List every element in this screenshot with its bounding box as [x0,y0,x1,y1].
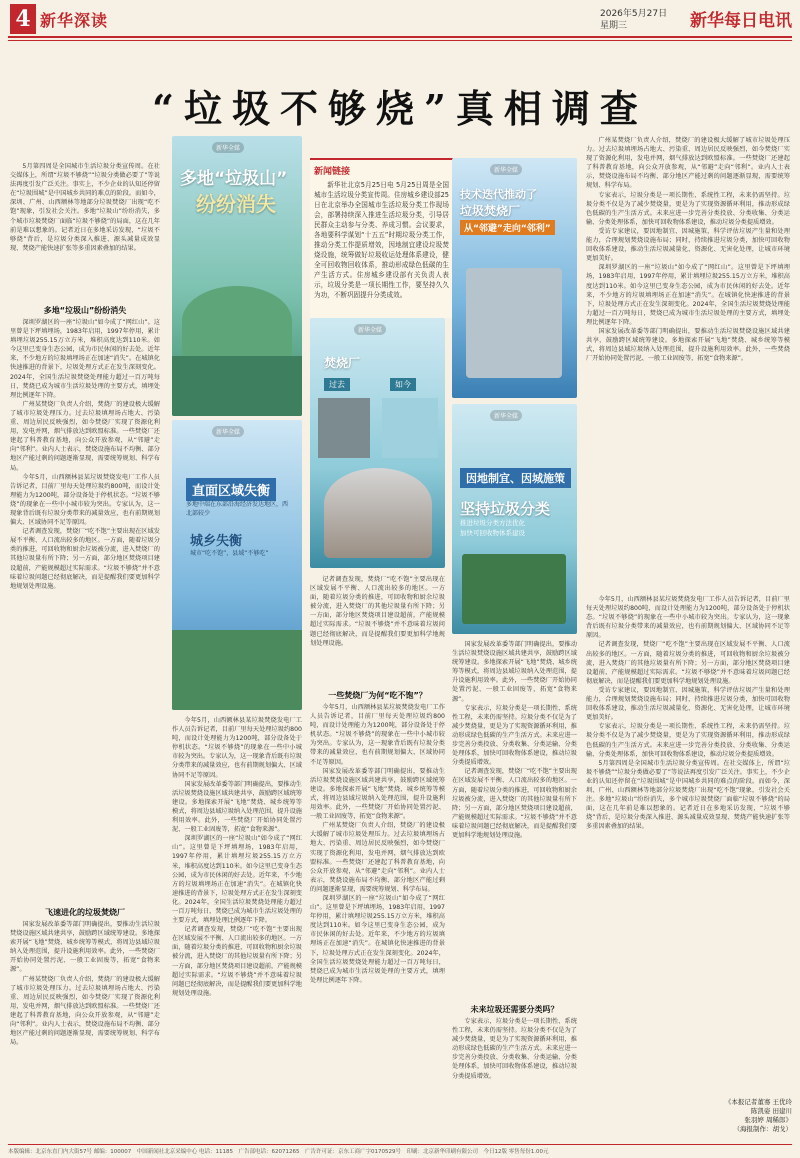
byline-line: 《本报记者董骞 王优玲 [724,1098,792,1106]
para: 深圳罗湖区的一座“垃圾山”如今成了“网红山”。这里曾是下坪填埋场，1983年启用，1997年停用，累计填埋垃圾255.15万立方米，堆积高度达到110米。如今这里已变身生态公园，成为市民休闲的好去处。近年来，不少地方的垃圾填埋场正在加速“消失”。在城镇化快速推进的背景下，垃圾处理方式正在发生深刻变化。2024年，全国生活垃圾焚烧处理能力超过一百万吨每日，焚烧已成为城市生活垃圾处理的主要方式，填埋处理比例逐年下降。 [10,319,160,399]
poster-past: 过去 [324,378,350,391]
para: 记者调查发现，焚烧厂“吃不饱”主要出现在区域发展不平衡、人口流出较多的地区。一方面，随着垃圾分类的推进，可回收物和厨余垃圾被分流，进入焚烧厂的其他垃圾量有所下降；另一方面，部分地区焚烧项目建设超前，产能规模超过实际需求。“垃圾不够烧”并不意味着垃圾问题已经彻底解决，而是提醒我们要更加科学地规划处理设施。 [172,926,302,997]
poster-tag1-sub: 多地中端在东部沿海经济发达地区，西北部较少 [186,501,289,517]
article-text-col1b [10,318,160,898]
para: 深圳罗湖区的一座“垃圾山”如今成了“网红山”。这里曾是下坪填埋场，1983年启用，1997年停用，累计填埋垃圾255.15万立方米，堆积高度达到110米。如今这里已变身生态公园，成为市民休闲的好去处。近年来，不少地方的垃圾填埋场正在加速“消失”。在城镇化快速推进的背景下，垃圾处理方式正在发生深刻变化。2024年，全国生活垃圾焚烧处理能力超过一百万吨每日，焚烧已成为城市生活垃圾处理的主要方式，填埋处理比例逐年下降。 [310,894,445,984]
news-link-label: 新闻链接 [314,167,351,177]
poster-line1: 坚持垃圾分类 [460,500,551,518]
article-text-col5 [586,136,790,591]
para: 受访专家建议，要因地制宜、因城施策，科学评估垃圾产生量和处理能力，合理规划焚烧设施布局；同时，持续推进垃圾分类，加快可回收物回收体系建设，推动生活垃圾减量化、资源化、无害化处理，让城市环境更加美好。 [586,686,790,722]
para: 受访专家建议，要因地制宜、因城施策，科学评估垃圾产生量和处理能力，合理规划焚烧设施布局；同时，持续推进垃圾分类，加快可回收物回收体系建设，推动生活垃圾减量化、资源化、无害化处理，让城市环境更加美好。 [586,227,790,263]
poster-tag2: 城乡失衡 [190,534,243,549]
article-text-col4 [452,640,577,1000]
subhead-1: 多地“垃圾山”纷纷消失 [43,306,127,315]
para: 国家发展改革委等部门明确提出，要推动生活垃圾焚烧设施区域共建共享，鼓励跨区域统筹建设。多地探索开展“飞地”焚烧、城乡统筹等模式，将周边县域垃圾纳入处理范围，提升设施利用效率。此外，一些焚烧厂开始协同处置污泥、一般工业固废等，拓宽“食物来源”。 [452,641,577,703]
page-footer: 本版编辑：北京东直门内大街57号 邮编：100007 中国新闻社北京采编中心 电话：11185 广告部电话：62071265 广告许可证：京东工商广字0170529号 印刷：北京新华印刷有限公司 今日12版 零售每份1.00元 [8,1144,792,1155]
sorting-bins-illustration [462,554,566,624]
para: 深圳罗湖区的一座“垃圾山”如今成了“网红山”。这里曾是下坪填埋场，1983年启用，1997年停用，累计填埋垃圾255.15万立方米，堆积高度达到110米。如今这里已变身生态公园，成为市民休闲的好去处。近年来，不少地方的垃圾填埋场正在加速“消失”。在城镇化快速推进的背景下，垃圾处理方式正在发生深刻变化。2024年，全国生活垃圾焚烧处理能力超过一百万吨每日，焚烧已成为城市生活垃圾处理的主要方式，填埋处理比例逐年下降。 [172,835,302,925]
poster-brand: 新华全媒 [212,426,244,437]
masthead: 新华每日电讯 [690,11,792,31]
new-plant-illustration [382,398,438,458]
plant-tower-illustration [466,268,562,378]
landscape-illustration [172,630,302,710]
page-number: 4 [10,4,36,34]
poster-tag1: 直面区域失衡 [186,478,276,501]
subhead-4: 未来垃圾还需要分类吗？ [470,1005,559,1014]
para: 广州某焚烧厂负责人介绍，焚烧厂的建设极大缓解了城市垃圾处理压力。过去垃圾填埋场占地大、污染重、周边居民反映强烈，如今焚烧厂实现了资源化利用，发电并网，烟气排放达到欧盟标准。一些焚烧厂还建起了科普教育基地，向公众开放参观，从“邻避”走向“邻利”。业内人士表示，焚烧设施布局不均衡、部分地区产能过剩的问题逐渐显现，需要统筹规划、科学布局。 [10,400,160,472]
para: 记者调查发现，焚烧厂“吃不饱”主要出现在区域发展不平衡、人口流出较多的地区。一方面，随着垃圾分类的推进，可回收物和厨余垃圾被分流，进入焚烧厂的其他垃圾量有所下降；另一方面，部分地区焚烧项目建设超前，产能规模超过实际需求。“垃圾不够烧”并不意味着垃圾问题已经彻底解决，而是提醒我们要更加科学地规划处理设施。 [586,641,790,685]
modern-plant-illustration [324,468,432,558]
para: 广州某焚烧厂负责人介绍，焚烧厂的建设极大缓解了城市垃圾处理压力。过去垃圾填埋场占地大、污染重、周边居民反映强烈，如今焚烧厂实现了资源化利用，发电并网，烟气排放达到欧盟标准。一些焚烧厂还建起了科普教育基地，向公众开放参观，从“邻避”走向“邻利”。业内人士表示，焚烧设施布局不均衡、部分地区产能过剩的问题逐渐显现，需要统筹规划、科学布局。 [586,137,790,190]
column-name: 新华深读 [40,11,109,30]
subhead-2: 飞速进化的垃圾焚烧厂 [45,908,125,917]
para: 记者调查发现，焚烧厂“吃不饱”主要出现在区域发展不平衡、人口流出较多的地区。一方面，随着垃圾分类的推进，可回收物和厨余垃圾被分流，进入焚烧厂的其他垃圾量有所下降；另一方面，部分地区焚烧项目建设超前，产能规模超过实际需求。“垃圾不够烧”并不意味着垃圾问题已经彻底解决，而是提醒我们要更加科学地规划处理设施。 [452,768,577,839]
para: 国家发展改革委等部门明确提出，要推动生活垃圾焚烧设施区域共建共享，鼓励跨区域统筹建设。多地探索开展“飞地”焚烧、城乡统筹等模式，将周边县域垃圾纳入处理范围，提升设施利用效率。此外，一些焚烧厂开始协同处置污泥、一般工业固废等，拓宽“食物来源”。 [586,327,790,363]
para: 深圳罗湖区的一座“垃圾山”如今成了“网红山”。这里曾是下坪填埋场，1983年启用，1997年停用，累计填埋垃圾255.15万立方米，堆积高度达到110米。如今这里已变身生态公园，成为市民休闲的好去处。近年来，不少地方的垃圾填埋场正在加速“消失”。在城镇化快速推进的背景下，垃圾处理方式正在发生深刻变化。2024年，全国生活垃圾焚烧处理能力超过一百万吨每日，焚烧已成为城市生活垃圾处理的主要方式，填埋处理比例逐年下降。 [586,264,790,326]
page-title: “垃圾不够烧”真相调查 [152,86,648,131]
poster-regional-imbalance [172,420,302,710]
para: 国家发展改革委等部门明确提出，要推动生活垃圾焚烧设施区域共建共享，鼓励跨区域统筹建设。多地探索开展“飞地”焚烧、城乡统筹等模式，将周边县域垃圾纳入处理范围，提升设施利用效率。此外，一些焚烧厂开始协同处置污泥、一般工业固废等，拓宽“食物来源”。 [310,767,445,821]
issue-date [600,8,680,32]
byline-line: （海报制作：胡戈） [733,1125,792,1133]
poster-keep-sorting [452,404,577,634]
poster-brand: 新华全媒 [490,410,522,421]
weekday-text: 星期三 [600,21,628,31]
poster-garbage-hills [172,136,302,416]
para: 专家表示，垃圾分类是一项长期性、系统性工程，未来仍需坚持。垃圾分类不仅是为了减少焚烧量，更是为了实现资源循环利用，推动形成绿色低碳的生产生活方式。未来应进一步完善分类投放、分类收集、分类运输、分类处理体系，加快可回收物体系建设，推动垃圾分类提质增效。 [586,191,790,226]
para: 5月第四周是全国城市生活垃圾分类宣传周。在社交媒体上，所谓“垃圾不够烧”“垃圾分类做必要了”等说法再度引发广泛关注。事实上，不少企业的认知还停留在“垃圾围城”是中国城乡共同的难点的阶段。而如今，深圳、广州、山西额林等地部分垃圾焚烧厂出现“吃不饱”现象，引发社会关注。多地“垃圾山”纷纷消失，多个城市垃圾焚烧厂面临“垃圾不够烧”的局面，这在几年前是难以想象的。记者近日在多地采访发现，“垃圾不够烧”背后，是垃圾分类深入推进、源头减量成效显现、焚烧产能快速扩张等多重因素叠加的结果。 [586,759,790,831]
subhead-3: 一些焚烧厂为何“吃不饱”？ [328,691,427,700]
article-text-col2 [172,716,302,1138]
article-text-col5b [586,595,790,1093]
poster-line3: 从“邻避”走向“邻利” [460,220,555,235]
article-text-col3b [310,703,445,1138]
poster-line3: 加快可回收物体系建设 [460,529,525,537]
para: 记者调查发现，焚烧厂“吃不饱”主要出现在区域发展不平衡、人口流出较多的地区。一方面，随着垃圾分类的推进，可回收物和厨余垃圾被分流，进入焚烧厂的其他垃圾量有所下降；另一方面，部分地区焚烧项目建设超前，产能规模超过实际需求。“垃圾不够烧”并不意味着垃圾问题已经彻底解决，而是提醒我们要更加科学地规划处理设施。 [10,528,160,590]
poster-line2: 纷纷消失 [196,192,276,216]
byline-line: 张羽婷 周稀郎》 [744,1116,792,1124]
poster-tech-iteration [452,158,577,398]
para: 今年5月，山西额林县某垃圾焚烧发电厂工作人员告诉记者，目前厂里每天处理垃圾约800吨，而设计处理能力为1200吨，部分设备处于停机状态。“垃圾不够烧”的现象在一些中小城市较为突出。专家认为，这一现象背后既有垃圾分类带来的减量效应，也有前期规划偏大、区域协同不足等原因。 [172,717,302,779]
date-text: 2026年5月27日 [600,9,668,19]
header-rule [8,36,792,38]
byline-line: 陈凯姿 田建川 [750,1107,792,1115]
poster-brand: 新华全媒 [212,142,244,153]
para: 广州某焚烧厂负责人介绍，焚烧厂的建设极大缓解了城市垃圾处理压力。过去垃圾填埋场占地大、污染重、周边居民反映强烈，如今焚烧厂实现了资源化利用，发电并网，烟气排放达到欧盟标准。一些焚烧厂还建起了科普教育基地，向公众开放参观，从“邻避”走向“邻利”。业内人士表示，焚烧设施布局不均衡、部分地区产能过剩的问题逐渐显现，需要统筹规划、科学布局。 [10,975,160,1047]
news-link-text: 新华社北京5月25日电 5月25日周是全国城市生活垃圾分类宣传周。住房城乡建设部25日在北京举办全国城市生活垃圾分类工作现场会，部署持续深入推进生活垃圾分类，引导居民群众主动参与分类、养成习惯。会议要求，各地要科学谋划“十五五”时期垃圾分类工作，推动分类工作提质增效，因地制宜建设垃圾焚烧设施，统筹做好垃圾收运处理体系建设，健全可回收物回收体系，推动形成绿色低碳的生产生活方式。住房城乡建设部有关负责人表示，垃圾分类是一项长期性工作，要坚持久久为功，不断巩固提升分类成效。 [314,181,449,299]
poster-line2: 垃圾焚烧厂 [460,204,521,218]
poster-line2: 推进垃圾分类方法优化 [460,519,525,527]
article-text-col1c [10,920,160,1138]
hill-illustration [182,286,292,356]
article-text-col1: 5月第四周是全国城市生活垃圾分类宣传周。在社交媒体上，所谓“垃圾不够烧”“垃圾分类做必要了”等说法再度引发广泛关注。事实上，不少企业的认知还停留在“垃圾围城”是中国城乡共同的难点的阶段。而如今，深圳、广州、山西额林等地部分垃圾焚烧厂出现“吃不饱”现象，引发社会关注。多地“垃圾山”纷纷消失，多个城市垃圾焚烧厂面临“垃圾不够烧”的局面，这在几年前是难以想象的。记者近日在多地采访发现，“垃圾不够烧”背后，是垃圾分类深入推进、源头减量成效显现、焚烧产能快速扩张等多重因素叠加的结果。 [10,163,160,252]
poster-label: 焚烧厂 [324,356,361,370]
para: 专家表示，垃圾分类是一项长期性、系统性工程，未来仍需坚持。垃圾分类不仅是为了减少焚烧量，更是为了实现资源循环利用，推动形成绿色低碳的生产生活方式。未来应进一步完善分类投放、分类收集、分类运输、分类处理体系，加快可回收物体系建设，推动垃圾分类提质增效。 [586,723,790,758]
park-ground [172,356,302,416]
article-text-col3: 记者调查发现，焚烧厂“吃不饱”主要出现在区域发展不平衡、人口流出较多的地区。一方面，随着垃圾分类的推进，可回收物和厨余垃圾被分流，进入焚烧厂的其他垃圾量有所下降；另一方面，部分地区焚烧项目建设超前，产能规模超过实际需求。“垃圾不够烧”并不意味着垃圾问题已经彻底解决，而是提醒我们要更加科学地规划处理设施。 [310,576,445,647]
para: 今年5月，山西额林县某垃圾焚烧发电厂工作人员告诉记者，目前厂里每天处理垃圾约800吨，而设计处理能力为1200吨，部分设备处于停机状态。“垃圾不够烧”的现象在一些中小城市较为突出。专家认为，这一现象背后既有垃圾分类带来的减量效应，也有前期规划偏大、区域协同不足等原因。 [310,704,445,766]
para: 国家发展改革委等部门明确提出，要推动生活垃圾焚烧设施区域共建共享，鼓励跨区域统筹建设。多地探索开展“飞地”焚烧、城乡统筹等模式，将周边县域垃圾纳入处理范围，提升设施利用效率。此外，一些焚烧厂开始协同处置污泥、一般工业固废等，拓宽“食物来源”。 [10,921,160,974]
poster-brand: 新华全媒 [490,164,522,175]
byline [712,1098,792,1134]
old-plant-illustration [318,398,370,458]
para: 今年5月，山西额林县某垃圾焚烧发电厂工作人员告诉记者，目前厂里每天处理垃圾约800吨，而设计处理能力为1200吨，部分设备处于停机状态。“垃圾不够烧”的现象在一些中小城市较为突出。专家认为，这一现象背后既有垃圾分类带来的减量效应，也有前期规划偏大、区域协同不足等原因。 [10,473,160,527]
poster-brand: 新华全媒 [354,324,386,335]
para: 今年5月，山西额林县某垃圾焚烧发电厂工作人员告诉记者，目前厂里每天处理垃圾约800吨，而设计处理能力为1200吨，部分设备处于停机状态。“垃圾不够烧”的现象在一些中小城市较为突出。专家认为，这一现象背后既有垃圾分类带来的减量效应，也有前期规划偏大、区域协同不足等原因。 [586,596,790,640]
para: 广州某焚烧厂负责人介绍，焚烧厂的建设极大缓解了城市垃圾处理压力。过去垃圾填埋场占地大、污染重、周边居民反映强烈，如今焚烧厂实现了资源化利用，发电并网，烟气排放达到欧盟标准。一些焚烧厂还建起了科普教育基地，向公众开放参观，从“邻避”走向“邻利”。业内人士表示，焚烧设施布局不均衡、部分地区产能过剩的问题逐渐显现，需要统筹规划、科学布局。 [310,822,445,893]
poster-line1: 多地“垃圾山” [180,169,288,189]
poster-tag: 因地制宜、因城施策 [460,468,571,488]
article-text-col4b: 专家表示，垃圾分类是一项长期性、系统性工程，未来仍需坚持。垃圾分类不仅是为了减少焚烧量，更是为了实现资源循环利用，推动形成绿色低碳的生产生活方式。未来应进一步完善分类投放、分类收集、分类运输、分类处理体系，加快可回收物体系建设，推动垃圾分类提质增效。 [452,1018,577,1080]
poster-now: 如今 [390,378,416,391]
para: 专家表示，垃圾分类是一项长期性、系统性工程，未来仍需坚持。垃圾分类不仅是为了减少焚烧量，更是为了实现资源循环利用，推动形成绿色低碳的生产生活方式。未来应进一步完善分类投放、分类收集、分类运输、分类处理体系，加快可回收物体系建设，推动垃圾分类提质增效。 [452,704,577,767]
poster-line1: 技术迭代推动了 [460,188,537,201]
news-link-box [310,158,453,318]
header-rule-thin [8,40,792,41]
poster-incinerator-past-now [310,318,445,568]
poster-tag2-sub: 城市“吃不饱”，县域“不够吃” [190,550,269,557]
para: 国家发展改革委等部门明确提出，要推动生活垃圾焚烧设施区域共建共享，鼓励跨区域统筹建设。多地探索开展“飞地”焚烧、城乡统筹等模式，将周边县域垃圾纳入处理范围，提升设施利用效率。此外，一些焚烧厂开始协同处置污泥、一般工业固废等，拓宽“食物来源”。 [172,780,302,834]
